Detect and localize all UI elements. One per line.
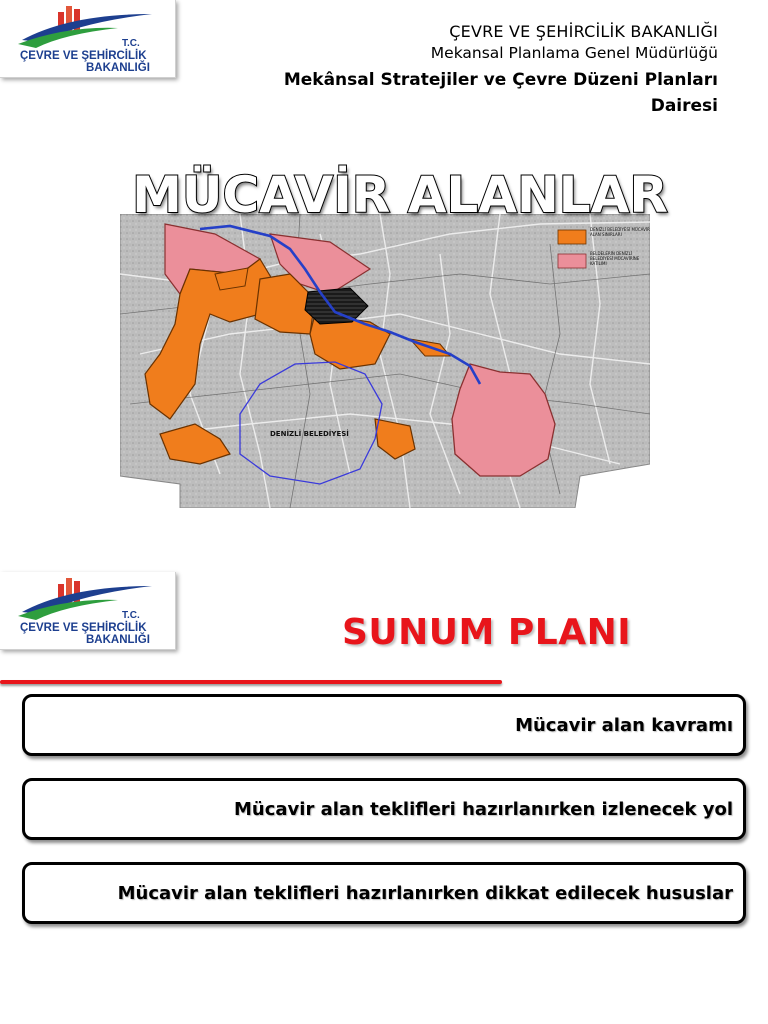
agenda-item-1[interactable] bbox=[22, 694, 746, 756]
logo-line2: BAKANLIĞI bbox=[86, 634, 150, 646]
logo-line1: ÇEVRE VE ŞEHİRCİLİK bbox=[20, 622, 147, 634]
header-department-line2: Dairesi bbox=[650, 96, 718, 116]
legend-pink-text: BELDELERİN DENİZLİ BELEDİYESİ MÜCAVİRİNE KATILIMI bbox=[590, 251, 640, 266]
logo-line2: BAKANLIĞI bbox=[86, 62, 150, 74]
header-department-line1: Mekânsal Stratejiler ve Çevre Düzeni Planları bbox=[283, 70, 718, 90]
header-ministry: ÇEVRE VE ŞEHİRCİLİK BAKANLIĞI bbox=[449, 22, 718, 41]
ministry-logo bbox=[0, 0, 176, 78]
agenda-slide bbox=[0, 572, 768, 1024]
ministry-emblem-icon bbox=[0, 572, 176, 650]
agenda-item-2[interactable] bbox=[22, 778, 746, 840]
header-directorate: Mekansal Planlama Genel Müdürlüğü bbox=[430, 44, 718, 62]
map-center-label: DENİZLİ BELEDİYESİ bbox=[270, 430, 349, 438]
mucavir-map bbox=[120, 214, 650, 508]
agenda-title: SUNUM PLANI bbox=[342, 612, 632, 653]
logo-tc: T.C. bbox=[122, 38, 140, 49]
logo-tc: T.C. bbox=[122, 610, 140, 621]
ministry-logo-2 bbox=[0, 572, 176, 650]
slide-title: MÜCAVİR ALANLAR bbox=[132, 166, 668, 224]
ministry-emblem-icon bbox=[0, 0, 176, 78]
agenda-item-3[interactable] bbox=[22, 862, 746, 924]
agenda-item-3-label: Mücavir alan teklifleri hazırlanırken dikkat edilecek hususlar bbox=[117, 882, 733, 904]
legend-orange-text: DENİZLİ BELEDİYESİ MÜCAVİR ALAN SINIRLARI bbox=[590, 227, 650, 237]
agenda-item-2-label: Mücavir alan teklifleri hazırlanırken izlenecek yol bbox=[234, 798, 733, 820]
title-underline bbox=[0, 680, 502, 684]
agenda-item-1-label: Mücavir alan kavramı bbox=[515, 714, 733, 736]
logo-line1: ÇEVRE VE ŞEHİRCİLİK bbox=[20, 50, 147, 62]
